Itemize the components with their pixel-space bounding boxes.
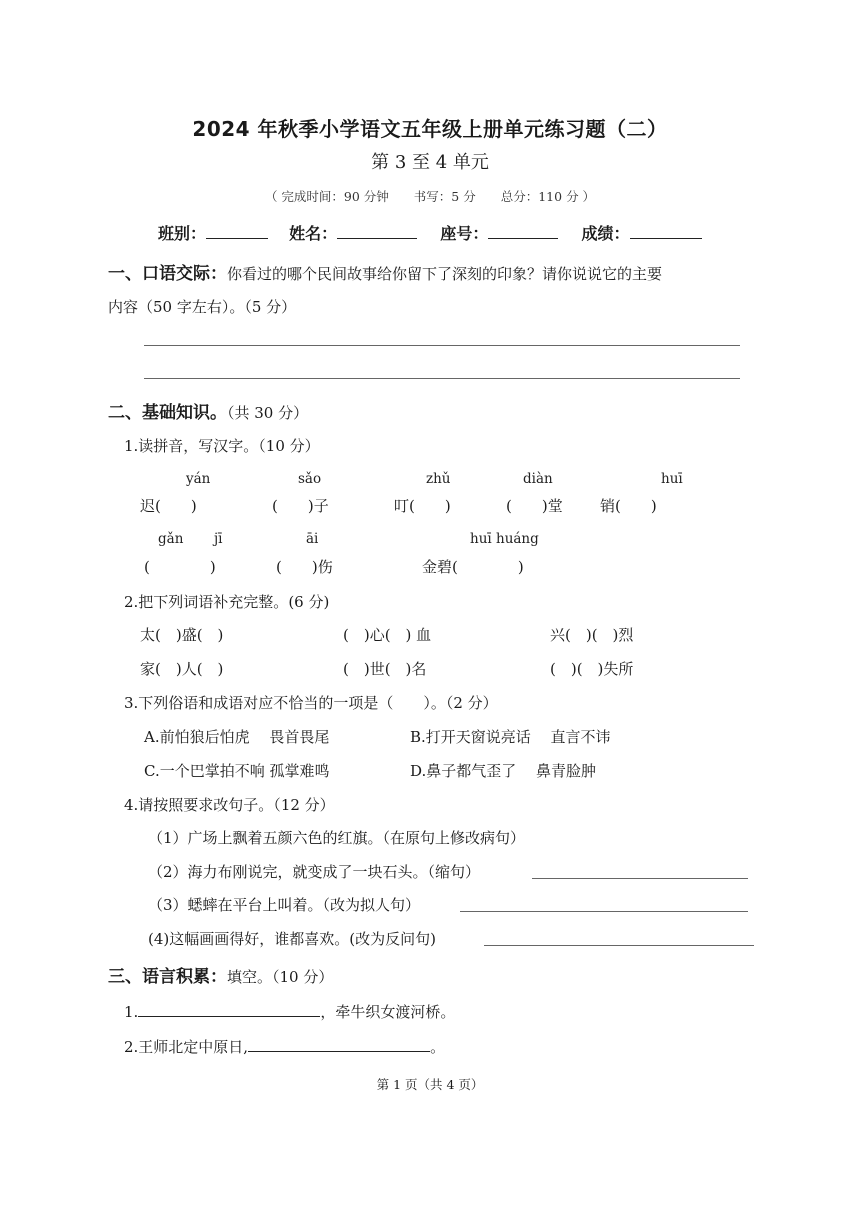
section-3-text: 填空。（10 分） — [227, 968, 334, 986]
name-blank[interactable] — [337, 224, 417, 239]
answer-line-q4-2[interactable] — [532, 878, 748, 879]
exam-subtitle: 第 3 至 4 单元 — [371, 152, 489, 173]
pinyin: āi — [306, 531, 319, 547]
section-2 — [108, 398, 308, 423]
q2-label: 2.把下列词语补充完整。(6 分) — [124, 593, 330, 611]
hanzi-blank[interactable]: 销( ) — [600, 497, 657, 515]
s3-q1 — [124, 1001, 455, 1022]
hanzi-blank[interactable]: ( )堂 — [506, 497, 563, 515]
hanzi-blank[interactable]: ( ) — [144, 558, 216, 576]
q3-option-d[interactable]: D.鼻子都气歪了 鼻青脸肿 — [410, 762, 597, 780]
hanzi-blank[interactable]: ( )子 — [272, 497, 329, 515]
q1-label: 1.读拼音，写汉字。（10 分） — [124, 437, 320, 455]
s3-q1-blank[interactable] — [138, 1002, 320, 1017]
s3-q1-number: 1. — [124, 1003, 139, 1021]
section-2-heading: 二、基础知识。 — [108, 403, 227, 423]
idiom-blank[interactable]: ( )心( ) 血 — [343, 626, 432, 644]
idiom-blank[interactable]: 家( )人( ) — [140, 660, 224, 678]
q4-sentence-1: （1）广场上飘着五颜六色的红旗。（在原句上修改病句） — [148, 829, 526, 847]
s3-q2-blank[interactable] — [248, 1037, 430, 1052]
pinyin: jī — [214, 531, 223, 547]
class-blank[interactable] — [206, 224, 268, 239]
q3-label: 3.下列俗语和成语对应不恰当的一项是（ ）。（2 分） — [124, 694, 498, 712]
student-info-row — [158, 221, 702, 244]
pinyin: huī huáng — [470, 531, 539, 547]
class-label: 班别： — [158, 224, 207, 243]
section-1-text: 你看过的哪个民间故事给你留下了深刻的印象？请你说说它的主要 — [227, 265, 663, 283]
section-1-heading: 一、口语交际： — [108, 264, 227, 284]
seat-blank[interactable] — [488, 224, 558, 239]
answer-line-1[interactable] — [144, 345, 740, 346]
s3-q2 — [124, 1036, 445, 1057]
q4-label: 4.请按照要求改句子。（12 分） — [124, 796, 335, 814]
pinyin: sǎo — [298, 471, 322, 487]
hanzi-blank[interactable]: ( )伤 — [276, 558, 333, 576]
q3-option-a[interactable]: A.前怕狼后怕虎 畏首畏尾 — [144, 728, 330, 746]
q4-sentence-3: （3）蟋蟀在平台上叫着。（改为拟人句） — [148, 896, 421, 914]
section-3 — [108, 962, 333, 987]
name-label: 姓名： — [289, 224, 338, 243]
pinyin: zhǔ — [426, 471, 451, 487]
hanzi-blank[interactable]: 金碧( ) — [422, 558, 524, 576]
q3-option-c[interactable]: C.一个巴掌拍不响 孤掌难鸣 — [144, 762, 330, 780]
section-1 — [108, 259, 662, 284]
hanzi-blank[interactable]: 迟( ) — [140, 497, 197, 515]
q3-option-b[interactable]: B.打开天窗说亮话 直言不讳 — [410, 728, 611, 746]
section-3-heading: 三、语言积累： — [108, 967, 227, 987]
s3-q2-end: 。 — [430, 1038, 446, 1056]
answer-line-q4-4[interactable] — [484, 945, 754, 946]
idiom-blank[interactable]: 兴( )( )烈 — [550, 626, 634, 644]
score-blank[interactable] — [630, 224, 702, 239]
section-1-text-2: 内容（50 字左右）。（5 分） — [108, 298, 297, 316]
answer-line-q4-3[interactable] — [460, 911, 748, 912]
exam-meta: （ 完成时间：90 分钟 书写：5 分 总分：110 分 ） — [264, 189, 596, 204]
pinyin: huī — [661, 471, 683, 487]
q4-sentence-2: （2）海力布刚说完，就变成了一块石头。（缩句） — [148, 863, 481, 881]
s3-q1-text: ，牵牛织女渡河桥。 — [320, 1003, 456, 1021]
s3-q2-text: 2.王师北定中原日, — [124, 1038, 249, 1056]
section-2-points: （共 30 分） — [227, 404, 309, 422]
exam-title: 2024 年秋季小学语文五年级上册单元练习题（二） — [192, 117, 668, 141]
idiom-blank[interactable]: ( )( )失所 — [550, 660, 634, 678]
pinyin: yán — [186, 471, 211, 487]
idiom-blank[interactable]: 太( )盛( ) — [140, 626, 224, 644]
seat-label: 座号： — [440, 224, 489, 243]
hanzi-blank[interactable]: 叮( ) — [394, 497, 451, 515]
q4-sentence-4: (4)这幅画画得好，谁都喜欢。(改为反问句) — [148, 930, 436, 948]
page-footer: 第 1 页（共 4 页） — [376, 1077, 484, 1092]
idiom-blank[interactable]: ( )世( )名 — [343, 660, 427, 678]
pinyin: diàn — [523, 471, 553, 487]
pinyin: gǎn — [158, 531, 184, 547]
score-label: 成绩： — [581, 224, 630, 243]
answer-line-2[interactable] — [144, 378, 740, 379]
